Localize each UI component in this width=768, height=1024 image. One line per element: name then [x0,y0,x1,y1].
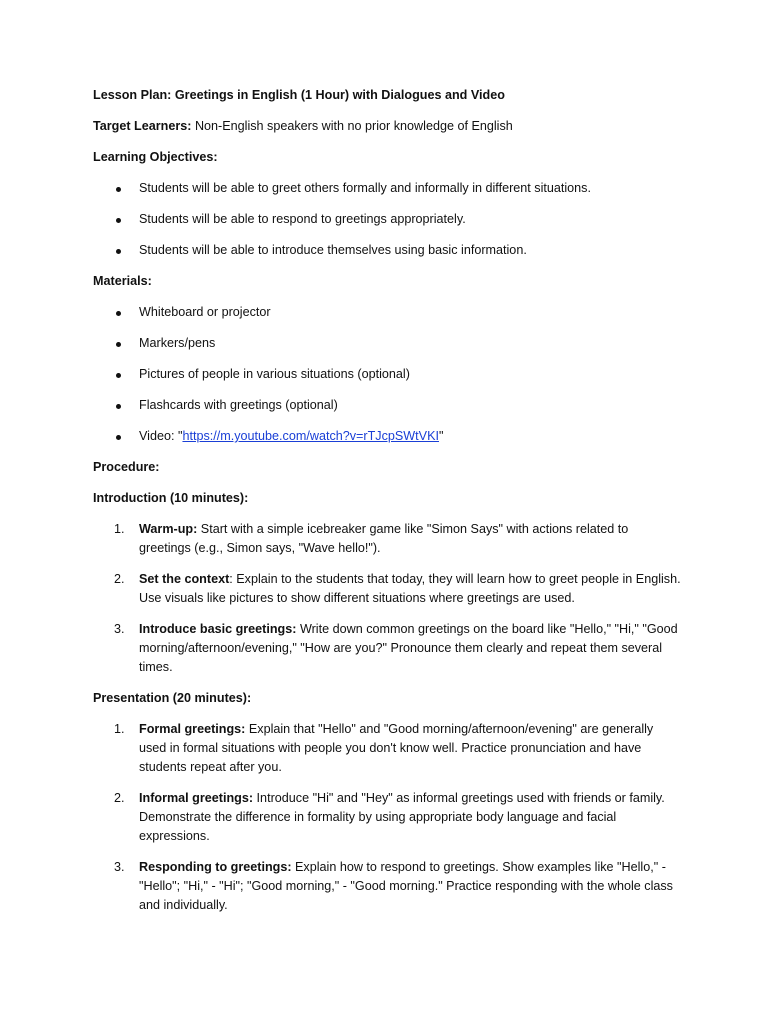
list-item: 1. Formal greetings: Explain that "Hello" and "Good morning/afternoon/evening" are generally used in formal situations with people you don't know well. Practice pronunciation and have students repeat after you. [114,722,654,774]
list-item: Students will be able to greet others formally and informally in different situations. [93,179,683,198]
presentation-heading: Presentation (20 minutes): [93,691,252,705]
objectives-heading: Learning Objectives: [93,150,218,164]
objectives-list [93,179,683,260]
procedure-heading: Procedure: [93,460,160,474]
bullet-icon [116,187,121,192]
list-item: 2. Informal greetings: Introduce "Hi" and "Hey" as informal greetings used with friends or family. Demonstrate the difference in formality by using appropriate body language and facial expressions. [114,791,665,843]
list-item: 1. Warm-up: Start with a simple icebreaker game like "Simon Says" with actions related to greetings (e.g., Simon says, "Wave hello!"). [114,522,629,555]
bullet-icon [116,218,121,223]
bullet-icon [116,249,121,254]
bullet-icon [116,373,121,378]
target-label: Target Learners: [93,119,192,133]
bullet-icon [116,342,121,347]
bullet-icon [116,404,121,409]
bullet-icon [116,311,121,316]
introduction-list [93,520,683,677]
target-learners [93,117,683,136]
document-body [93,86,683,927]
list-item: 2. Set the context: Explain to the students that today, they will learn how to greet people in English. Use visuals like pictures to show different situations where greetings are used. [114,572,681,605]
list-item: 3. Introduce basic greetings: Write down common greetings on the board like "Hello," "Hi," "Good morning/afternoon/evening," "How are you?" Pronounce them clearly and repeat them several times. [114,622,678,674]
bullet-icon [116,435,121,440]
materials-list [93,303,683,446]
list-item: Flashcards with greetings (optional) [93,396,683,415]
presentation-list [93,720,683,915]
list-item: Pictures of people in various situations (optional) [93,365,683,384]
list-item: 3. Responding to greetings: Explain how to respond to greetings. Show examples like "Hello," - "Hello"; "Hi," - "Hi"; "Good morning," - "Good morning." Practice responding with the whole class and individually. [114,860,673,912]
list-item-video: Video: "https://m.youtube.com/watch?v=rTJcpSWtVKI" [93,427,683,446]
video-link[interactable]: https://m.youtube.com/watch?v=rTJcpSWtVKI [182,429,439,443]
materials-heading: Materials: [93,274,152,288]
list-item: Whiteboard or projector [93,303,683,322]
page-title: Lesson Plan: Greetings in English (1 Hour) with Dialogues and Video [93,88,505,102]
list-item: Students will be able to respond to greetings appropriately. [93,210,683,229]
introduction-heading: Introduction (10 minutes): [93,491,249,505]
target-text: Non-English speakers with no prior knowledge of English [191,119,513,133]
list-item: Students will be able to introduce themselves using basic information. [93,241,683,260]
list-item: Markers/pens [93,334,683,353]
